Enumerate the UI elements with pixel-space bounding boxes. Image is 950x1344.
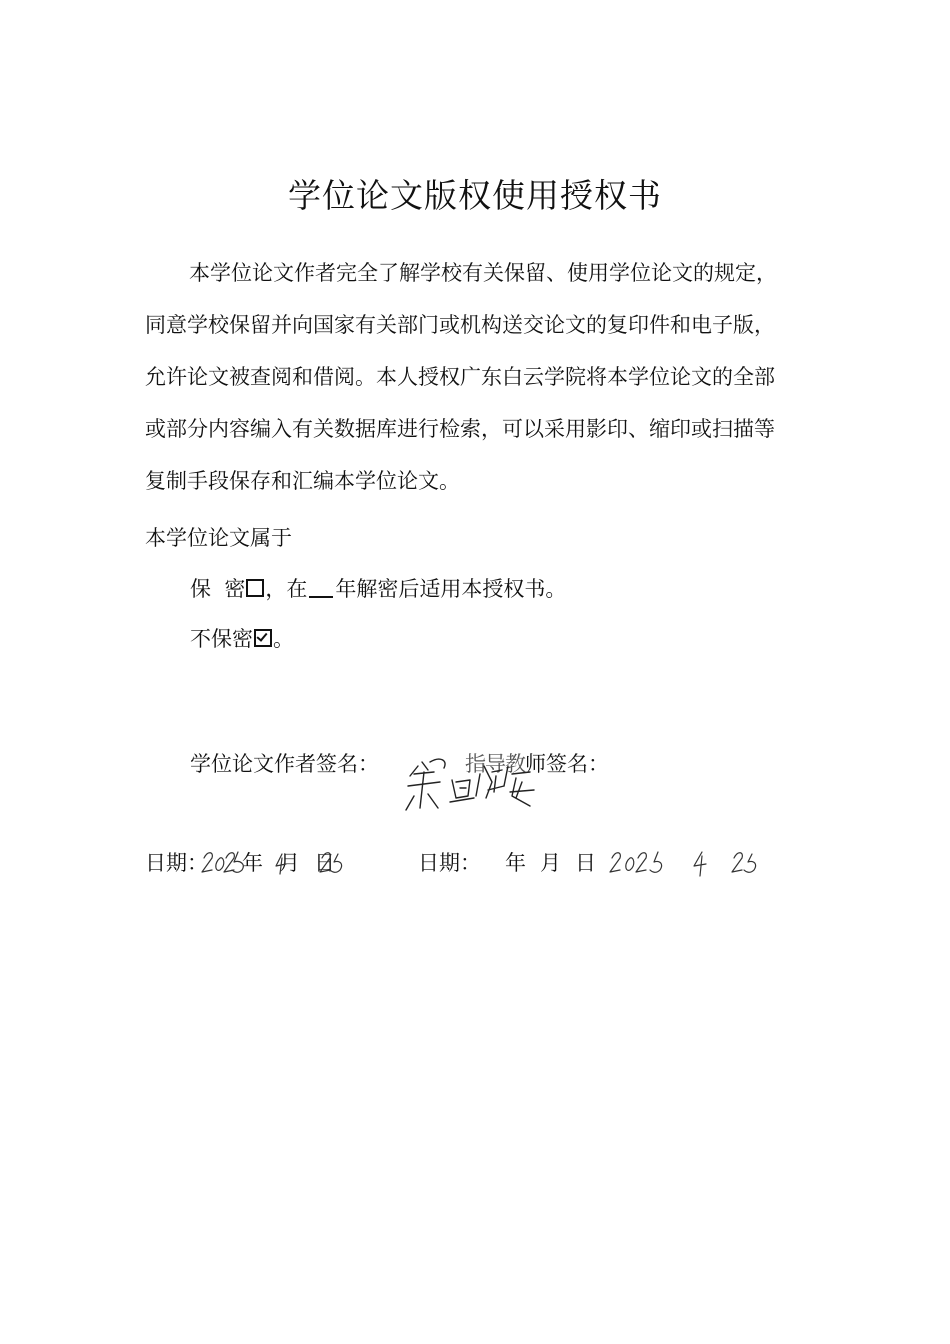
belongs-label: 本学位论文属于 [145, 526, 292, 550]
advisor-year-unit: 年 [505, 851, 526, 875]
statement-line: 同意学校保留并向国家有关部门或机构送交论文的复印件和电子版， [145, 313, 775, 337]
advisor-label-text: 师签名： [525, 752, 609, 776]
option-not-confidential [190, 623, 294, 653]
advisor-label-lead: 指导教 [465, 752, 525, 776]
option-confidential [190, 573, 566, 603]
author-day-unit: 日 [314, 851, 335, 875]
author-signature-label: 学位论文作者签名： [190, 752, 379, 776]
statement-line: 允许论文被查阅和借阅。本人授权广东白云学院将本学位论文的全部 [145, 365, 775, 389]
statement-line: 或部分内容编入有关数据库进行检索，可以采用影印、缩印或扫描等 [145, 417, 775, 441]
years-blank[interactable] [309, 578, 333, 598]
author-date-label: 日期： [145, 851, 208, 875]
author-month-unit: 月 [279, 851, 300, 875]
advisor-day-unit: 日 [575, 851, 596, 875]
author-year-unit: 年 [242, 851, 263, 875]
statement-line: 本学位论文作者完全了解学校有关保留、使用学位论文的规定， [189, 261, 777, 285]
advisor-month-unit: 月 [540, 851, 561, 875]
author-date-handwriting [200, 846, 350, 880]
confidential-label: 保 密 [190, 577, 246, 601]
advisor-date-handwriting [608, 846, 768, 880]
advisor-date-label: 日期： [418, 851, 481, 875]
not-confidential-label: 不保密 [190, 627, 253, 651]
confidential-checkbox[interactable] [246, 579, 264, 597]
not-confidential-suffix: 。 [273, 627, 294, 651]
advisor-date [418, 847, 596, 877]
confidential-mid-text: ，在 [265, 577, 308, 601]
not-confidential-checkbox[interactable] [254, 629, 272, 647]
author-signature-handwriting [400, 752, 540, 816]
statement-line: 复制手段保存和汇编本学位论文。 [145, 469, 460, 493]
confidential-suffix-text: 年解密后适用本授权书。 [335, 577, 567, 601]
authorization-statement [145, 247, 825, 507]
document-title: 学位论文版权使用授权书 [288, 176, 662, 215]
